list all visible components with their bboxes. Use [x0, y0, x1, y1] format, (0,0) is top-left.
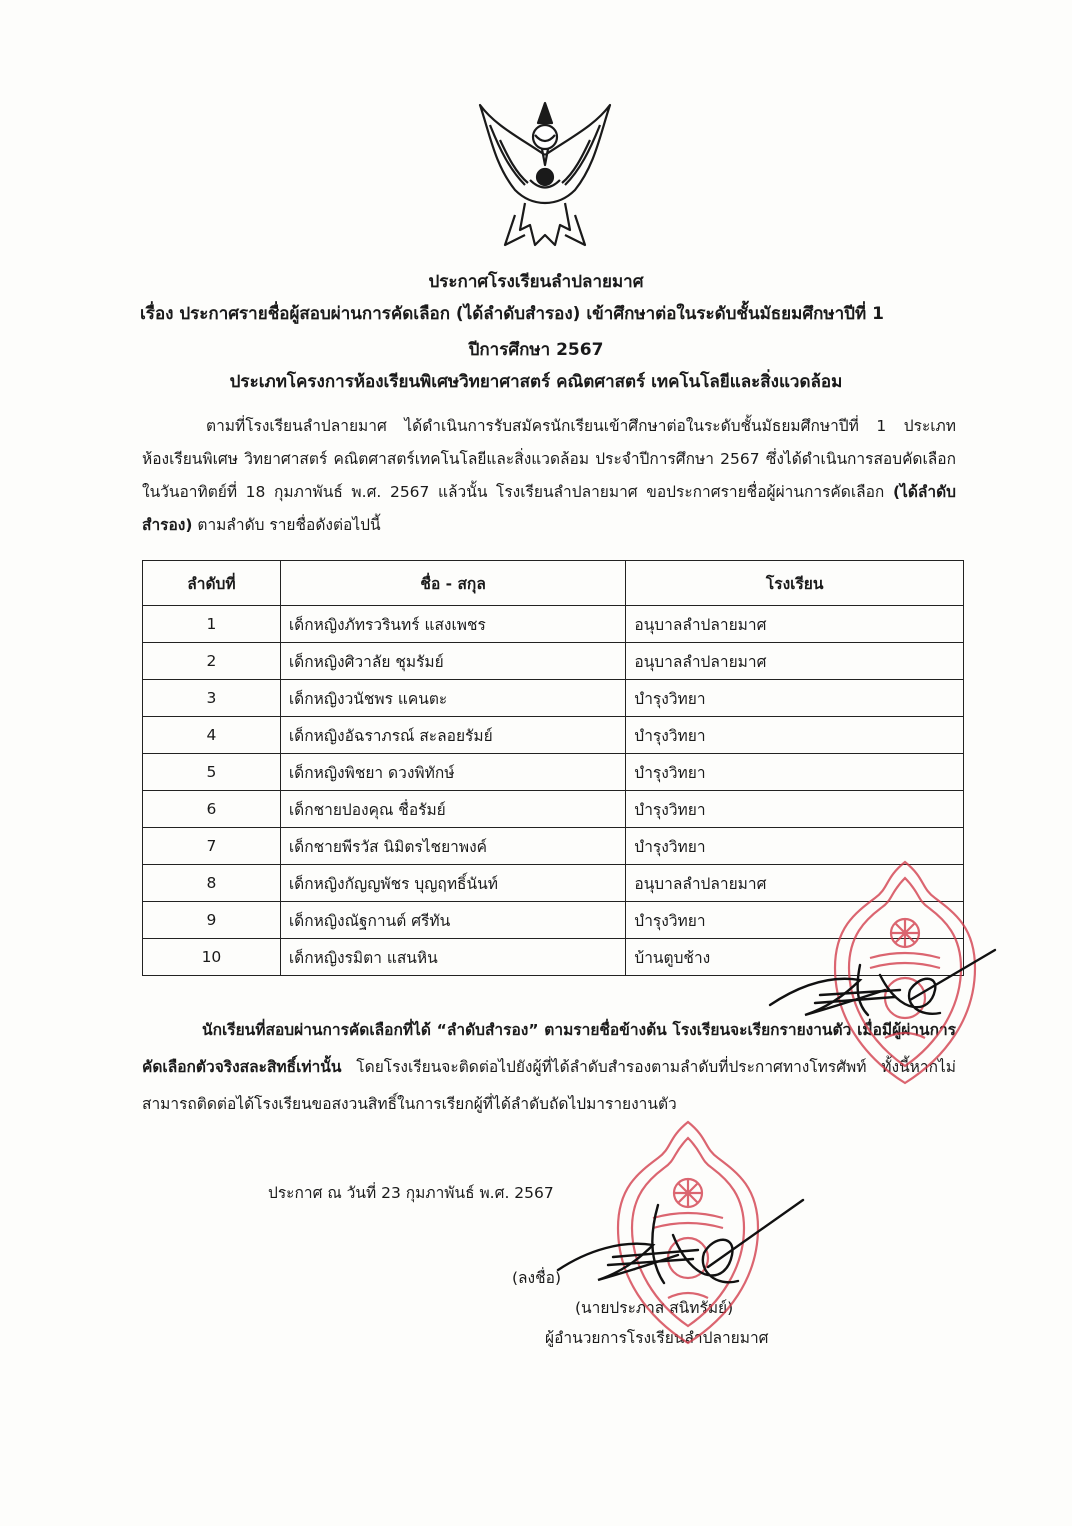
header-school: โรงเรียน: [626, 561, 964, 606]
name-cell: เด็กหญิงกัญญพัชร บุญฤทธิ์นันท์: [280, 865, 626, 902]
rank-cell: 1: [143, 606, 281, 643]
note-text-rest: โดยโรงเรียนจะติดต่อไปยังผู้ที่ได้ลำดับสำรองตามลำดับที่ประกาศทางโทรศัพท์ ทั้งนี้หากไม่สามารถติดต่อได้โรงเรียนขอสงวนสิทธิ์ในการเรียกผู้ที่ได้ลำดับถัดไปมารายงานตัว: [142, 1058, 956, 1113]
rank-cell: 8: [143, 865, 281, 902]
rank-cell: 7: [143, 828, 281, 865]
rank-cell: 2: [143, 643, 281, 680]
name-cell: เด็กหญิงรมิตา แสนหิน: [280, 939, 626, 976]
intro-text-part2: ตามลำดับ รายชื่อดังต่อไปนี้: [192, 516, 381, 534]
sign-label: (ลงชื่อ): [512, 1269, 561, 1287]
name-cell: เด็กหญิงอัฉราภรณ์ สะลอยรัมย์: [280, 717, 626, 754]
name-cell: เด็กหญิงภัทรวรินทร์ แสงเพชร: [280, 606, 626, 643]
header-rank: ลำดับที่: [143, 561, 281, 606]
school-cell: บำรุงวิทยา: [626, 791, 964, 828]
school-cell: อนุบาลลำปลายมาศ: [626, 643, 964, 680]
signature-icon: [760, 945, 1000, 1035]
table-row: [143, 680, 964, 717]
table-row: [143, 606, 964, 643]
table-header-row: [143, 561, 964, 606]
name-cell: เด็กหญิงณัฐกานต์ ศรีทัน: [280, 902, 626, 939]
rank-cell: 3: [143, 680, 281, 717]
table-row: [143, 643, 964, 680]
document-title: ประกาศโรงเรียนลำปลายมาศ: [428, 272, 644, 292]
rank-cell: 9: [143, 902, 281, 939]
note-text-bold: นักเรียนที่สอบผ่านการคัดเลือกที่ได้ “ลำดับสำรอง” ตามรายชื่อข้างต้น โรงเรียนจะเรียกรายงานตัว เมื่อมีผู้ผ่านการคัดเลือกตัวจริงสละสิทธิ์เท่านั้น: [142, 1021, 956, 1076]
rank-cell: 4: [143, 717, 281, 754]
signer-name: (นายประภาส สนิทรัมย์): [575, 1299, 734, 1317]
school-cell: บำรุงวิทยา: [626, 828, 964, 865]
garuda-emblem-icon: [470, 95, 620, 255]
table-row: [143, 754, 964, 791]
school-cell: บำรุงวิทยา: [626, 902, 964, 939]
name-cell: เด็กชายปองคุณ ชื่อรัมย์: [280, 791, 626, 828]
rank-cell: 10: [143, 939, 281, 976]
rank-cell: 5: [143, 754, 281, 791]
table-row: [143, 717, 964, 754]
name-cell: เด็กหญิงพิชยา ดวงพิทักษ์: [280, 754, 626, 791]
name-cell: เด็กหญิงวนัชพร แคนตะ: [280, 680, 626, 717]
signer-position: ผู้อำนวยการโรงเรียนลำปลายมาศ: [545, 1329, 769, 1347]
school-cell: บ้านตูบช้าง: [626, 939, 964, 976]
name-cell: เด็กชายพีรวัส นิมิตรไชยาพงค์: [280, 828, 626, 865]
school-cell: บำรุงวิทยา: [626, 680, 964, 717]
school-cell: อนุบาลลำปลายมาศ: [626, 606, 964, 643]
intro-text-part1: ตามที่โรงเรียนลำปลายมาศ ได้ดำเนินการรับสมัครนักเรียนเข้าศึกษาต่อในระดับชั้นมัธยมศึกษาปีที่ 1 ประเภทห้องเรียนพิเศษ วิทยาศาสตร์ คณิตศาสตร์เทคโนโลยีและสิ่งแวดล้อม ประจำปีการศึกษา 2567 ซึ่งได้ดำเนินการสอบคัดเลือกในวันอาทิตย์ที่ 18 กุมภาพันธ์ พ.ศ. 2567 แล้วนั้น โรงเรียนลำปลายมาศ ขอประกาศรายชื่อผู้ผ่านการคัดเลือก: [142, 417, 956, 501]
announce-date: ประกาศ ณ วันที่ 23 กุมภาพันธ์ พ.ศ. 2567: [268, 1184, 554, 1202]
rank-cell: 6: [143, 791, 281, 828]
signature-icon: [548, 1195, 808, 1305]
school-cell: อนุบาลลำปลายมาศ: [626, 865, 964, 902]
program-name: ประเภทโครงการห้องเรียนพิเศษวิทยาศาสตร์ คณิตศาสตร์ เทคโนโลยีและสิ่งแวดล้อม: [229, 372, 843, 392]
header-name: ชื่อ - สกุล: [280, 561, 626, 606]
intro-paragraph: [142, 410, 956, 542]
name-cell: เด็กหญิงศิวาลัย ชุมรัมย์: [280, 643, 626, 680]
intro-text-bold: (ได้ลำดับสำรอง): [142, 483, 956, 534]
school-cell: บำรุงวิทยา: [626, 754, 964, 791]
document-subject: เรื่อง ประกาศรายชื่อผู้สอบผ่านการคัดเลือก (ได้ลำดับสำรอง) เข้าศึกษาต่อในระดับชั้นมัธยมศึกษาปีที่ 1: [140, 304, 884, 324]
academic-year: ปีการศึกษา 2567: [468, 340, 604, 360]
school-cell: บำรุงวิทยา: [626, 717, 964, 754]
table-row: [143, 791, 964, 828]
